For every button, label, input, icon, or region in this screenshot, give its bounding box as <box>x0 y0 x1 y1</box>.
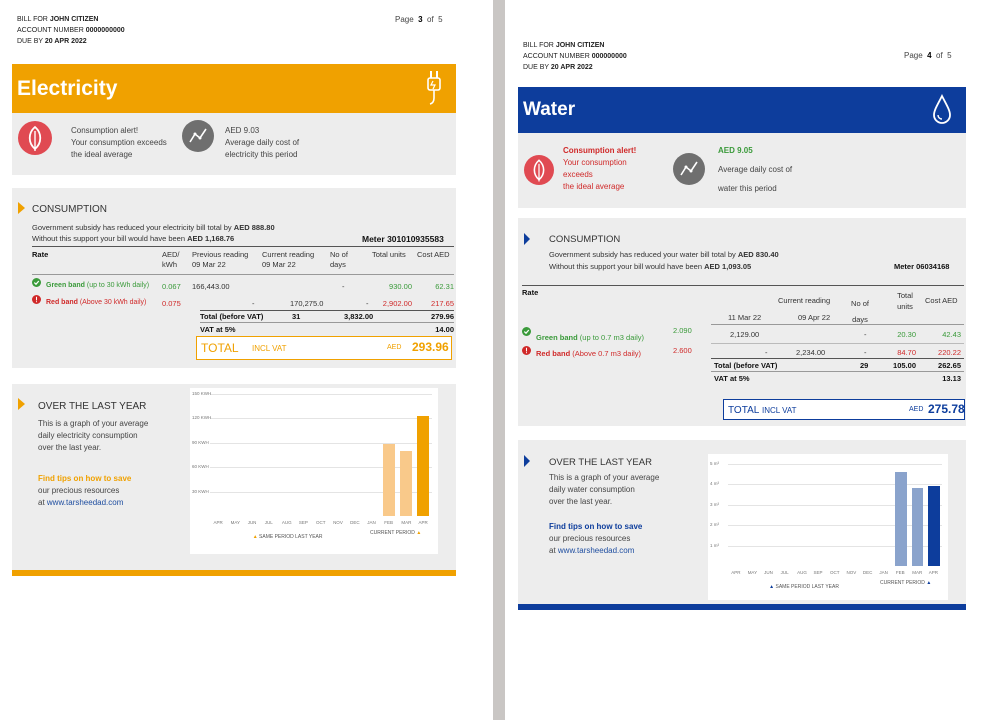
gridline <box>728 546 942 547</box>
page-title: Electricity <box>17 76 118 100</box>
consumption-panel <box>518 218 966 426</box>
current-bar <box>417 416 429 516</box>
grand-total-label: TOTAL <box>201 341 239 355</box>
meter-number: Meter 301010935583 <box>362 234 444 244</box>
x-tick-label: APR <box>731 570 741 575</box>
legend-label: CURRENT PERIOD <box>880 580 925 586</box>
band-rate: 0.075 <box>162 299 181 308</box>
x-tick-label: MAR <box>401 520 412 525</box>
total-units: 3,832.00 <box>344 312 374 321</box>
gauge-icon <box>673 153 705 185</box>
x-tick-label: DEC <box>862 570 873 575</box>
x-tick-label: NOV <box>333 520 343 525</box>
vat-value: 13.13 <box>942 374 961 383</box>
col-previous-date: 09 Mar 22 <box>192 260 226 269</box>
grand-total-value: 275.78 <box>928 402 965 416</box>
col-cost: Cost AED <box>925 296 958 305</box>
col-current-date: 09 Mar 22 <box>262 260 296 269</box>
gridline <box>210 492 432 493</box>
x-tick-label: FEB <box>384 520 394 525</box>
consumption-alert-text: Consumption alert! Your consumption exceeds the ideal average <box>563 146 637 191</box>
grand-currency: AED <box>387 344 402 351</box>
total-cost: 279.96 <box>431 312 454 321</box>
col-days: No of days <box>330 250 348 269</box>
band-rate: 2.090 <box>673 326 692 335</box>
account-label: ACCOUNT NUMBER <box>17 27 84 34</box>
legend-last-year: ▲ SAME PERIOD LAST YEAR <box>769 584 839 590</box>
gridline <box>210 467 432 468</box>
bottom-bar <box>518 604 966 610</box>
water-bill-page <box>518 0 966 720</box>
water-chart <box>708 454 948 600</box>
legend-last-year: ▲ SAME PERIOD LAST YEAR <box>252 534 323 540</box>
col-previous-reading: Previous reading <box>192 250 249 259</box>
band-days: - <box>864 330 867 339</box>
due-date: 20 APR 2022 <box>44 38 87 45</box>
total-label: Total (before VAT) <box>200 312 264 321</box>
y-tick-label: 150 KWH <box>192 391 212 396</box>
alert-panel <box>518 133 966 208</box>
y-tick-label: 1 m³ <box>710 542 719 548</box>
consumption-panel <box>12 188 456 368</box>
account-number: 000000000 <box>591 53 627 60</box>
band-rate: 2.600 <box>673 346 692 355</box>
total-label: Total (before VAT) <box>714 361 778 370</box>
band-units: 930.00 <box>389 282 412 291</box>
band-units: 84.70 <box>897 348 916 357</box>
water-banner <box>518 87 966 133</box>
page-number: Page 4 of 5 <box>904 51 952 60</box>
gridline <box>728 484 942 485</box>
vat-value: 14.00 <box>435 325 454 334</box>
band-previous: - <box>765 348 768 357</box>
x-tick-label: DEC <box>350 520 360 525</box>
without-subsidy-text: Without this support your bill would have been AED 1,093.05 <box>549 262 752 271</box>
col-aed-kwh: AED/ kWh <box>162 250 180 269</box>
y-tick-label: 5 m³ <box>710 461 719 466</box>
band-rate: 0.067 <box>162 282 181 291</box>
year-panel <box>518 440 966 604</box>
due-label: DUE BY <box>523 64 549 71</box>
band-cost: 220.22 <box>938 348 961 357</box>
gauge-icon <box>182 120 214 152</box>
col-days: No of days <box>851 299 869 324</box>
tips-link[interactable]: www.tarsheedad.com <box>46 498 124 507</box>
leaf-alert-icon <box>524 155 554 185</box>
plug-icon <box>426 70 442 106</box>
y-tick-label: 4 m³ <box>710 481 719 487</box>
due-label: DUE BY <box>17 38 43 45</box>
bottom-bar <box>12 570 456 576</box>
band-current: 2,234.00 <box>796 348 826 357</box>
due-date: 20 APR 2022 <box>550 64 593 71</box>
grand-currency: AED <box>909 406 924 413</box>
gridline <box>728 525 942 526</box>
year-panel <box>12 384 456 570</box>
col-rate: Rate <box>32 250 49 259</box>
vat-rule <box>200 322 454 323</box>
year-description: This is a graph of your average daily electricity consumption over the last year. <box>38 419 149 452</box>
x-tick-label: SEP <box>298 520 308 525</box>
bill-header <box>523 40 627 73</box>
consumption-title: CONSUMPTION <box>549 234 621 245</box>
tips-text: Find tips on how to save our precious resources at www.tarsheedad.com <box>38 474 132 507</box>
gridline <box>210 418 432 419</box>
band-units: 2,902.00 <box>382 299 412 308</box>
x-tick-label: AUG <box>797 570 807 575</box>
account-number: 0000000000 <box>85 27 125 34</box>
x-tick-label: SEP <box>813 570 823 575</box>
legend-current: CURRENT PERIOD ▲ <box>370 530 422 536</box>
bill-header <box>17 14 125 47</box>
last-year-bar <box>895 472 907 566</box>
bill-for-label: BILL FOR <box>523 42 554 49</box>
vat-label: VAT at 5% <box>714 374 750 383</box>
band-current: 170,275.0 <box>290 299 324 308</box>
grand-total-label: TOTAL <box>728 405 760 416</box>
col-current-date: 09 Apr 22 <box>798 313 831 322</box>
last-year-bar <box>400 451 412 516</box>
page-title: Water <box>523 99 576 120</box>
x-tick-label: AUG <box>281 520 292 525</box>
total-rule <box>200 310 454 311</box>
page-number: Page 3 of 5 <box>395 15 443 24</box>
total-days: 31 <box>292 312 301 321</box>
x-tick-label: JUN <box>247 520 257 525</box>
col-total-units: Total units <box>372 250 406 259</box>
col-current-reading: Current reading <box>262 250 315 259</box>
section-marker-icon <box>524 233 530 245</box>
gridline <box>210 443 432 444</box>
incl-vat-label: INCL VAT <box>762 406 797 415</box>
legend-current: CURRENT PERIOD ▲ <box>880 580 932 586</box>
band-cost: 217.65 <box>431 299 454 308</box>
x-tick-label: FEB <box>895 570 905 575</box>
year-title: OVER THE LAST YEAR <box>38 401 147 412</box>
band-days: - <box>864 348 867 357</box>
total-cost: 262.65 <box>938 361 961 370</box>
band-name: Green band (up to 0.7 m3 daily) <box>536 333 644 342</box>
last-year-bar <box>383 444 395 516</box>
vat-label: VAT at 5% <box>200 325 236 334</box>
y-tick-label: 30 KWH <box>192 488 209 494</box>
y-tick-label: 2 m³ <box>710 522 719 528</box>
legend-label: SAME PERIOD LAST YEAR <box>775 584 839 590</box>
x-tick-label: JAN <box>879 570 888 575</box>
band-cost: 42.43 <box>942 330 961 339</box>
water-drop-icon <box>932 94 952 126</box>
incl-vat-label: INCL VAT <box>252 344 287 353</box>
x-tick-label: JUL <box>780 570 789 575</box>
table-header-rule <box>711 324 964 325</box>
customer-name: JOHN CITIZEN <box>49 16 99 23</box>
x-tick-label: MAR <box>912 570 923 575</box>
total-days: 29 <box>860 361 869 370</box>
band-cost: 62.31 <box>435 282 454 291</box>
total-units: 105.00 <box>893 361 916 370</box>
col-current-reading: Current reading <box>778 296 831 305</box>
x-tick-label: APR <box>418 520 428 525</box>
col-previous-date: 11 Mar 22 <box>728 313 762 322</box>
x-tick-label: OCT <box>316 520 326 525</box>
x-tick-label: JUL <box>264 520 273 525</box>
electricity-bill-page <box>12 0 456 720</box>
band-previous: 166,443.00 <box>192 282 230 291</box>
x-tick-label: MAY <box>230 520 241 525</box>
average-daily-cost: AED 9.03 Average daily cost of electricity this period <box>225 126 300 159</box>
account-label: ACCOUNT NUMBER <box>523 53 590 60</box>
check-icon <box>32 278 41 287</box>
vat-rule <box>711 371 964 372</box>
band-previous: 2,129.00 <box>730 330 760 339</box>
tips-link[interactable]: www.tarsheedad.com <box>557 546 635 555</box>
average-daily-cost: AED 9.05 Average daily cost of water this period <box>718 146 793 193</box>
band-units: 20.30 <box>897 330 916 339</box>
legend-label: SAME PERIOD LAST YEAR <box>259 534 323 540</box>
alert-panel <box>12 113 456 175</box>
col-cost: Cost AED <box>417 250 450 259</box>
page-gutter <box>493 0 505 720</box>
band-name: Green band (up to 30 kWh daily) <box>46 282 150 289</box>
year-description: This is a graph of your average daily water consumption over the last year. <box>549 473 660 506</box>
x-tick-label: NOV <box>846 570 857 575</box>
x-tick-label: APR <box>213 520 223 525</box>
x-tick-label: OCT <box>830 570 840 575</box>
legend-label: CURRENT PERIOD <box>370 530 415 536</box>
warning-icon <box>522 346 531 355</box>
table-top-rule <box>522 285 964 286</box>
band-days: - <box>342 282 345 291</box>
subsidy-text: Government subsidy has reduced your water bill total by AED 830.40 <box>549 250 779 259</box>
section-marker-icon <box>18 398 25 410</box>
subsidy-text: Government subsidy has reduced your electricity bill total by AED 888.80 <box>32 223 275 232</box>
meter-number: Meter 06034168 <box>894 262 950 271</box>
table-top-rule <box>32 246 454 247</box>
y-tick-label: 90 KWH <box>192 439 209 445</box>
row-rule <box>711 343 964 344</box>
current-bar <box>928 486 940 566</box>
x-tick-label: JAN <box>367 520 376 525</box>
electricity-chart <box>190 388 438 554</box>
y-tick-label: 3 m³ <box>710 501 719 507</box>
band-days: - <box>366 299 369 308</box>
tips-title: Find tips on how to save <box>549 522 643 531</box>
col-total-units: Total units <box>897 291 913 311</box>
gridline <box>210 394 432 395</box>
gridline <box>728 464 942 465</box>
check-icon <box>522 327 531 336</box>
grand-total-value: 293.96 <box>412 340 449 354</box>
y-tick-label: 60 KWH <box>192 464 209 470</box>
electricity-banner <box>12 64 456 113</box>
tips-title: Find tips on how to save <box>38 474 132 483</box>
bill-for-label: BILL FOR <box>17 16 48 23</box>
x-tick-label: JUN <box>764 570 773 575</box>
consumption-alert-text: Consumption alert! Your consumption exceeds the ideal average <box>71 126 167 159</box>
x-tick-label: APR <box>928 570 939 575</box>
col-rate: Rate <box>522 288 539 297</box>
warning-icon <box>32 295 41 304</box>
section-marker-icon <box>524 455 530 467</box>
customer-name: JOHN CITIZEN <box>555 42 605 49</box>
table-header-rule <box>32 274 454 275</box>
band-name: Red band (Above 30 kWh daily) <box>46 299 147 306</box>
leaf-alert-icon <box>18 121 52 155</box>
tips-text: Find tips on how to save our precious resources at www.tarsheedad.com <box>549 522 643 555</box>
x-tick-label: MAY <box>747 570 758 575</box>
section-marker-icon <box>18 202 25 214</box>
grand-total-box <box>196 336 452 360</box>
consumption-title: CONSUMPTION <box>32 204 107 215</box>
band-name: Red band (Above 0.7 m3 daily) <box>536 349 642 358</box>
year-title: OVER THE LAST YEAR <box>549 457 652 468</box>
gridline <box>728 505 942 506</box>
y-tick-label: 120 KWH <box>192 415 212 421</box>
grand-total-box <box>723 399 965 420</box>
without-subsidy-text: Without this support your bill would have been AED 1,168.76 <box>32 234 235 243</box>
last-year-bar <box>912 488 924 566</box>
band-previous: - <box>252 299 255 308</box>
total-rule <box>711 358 964 359</box>
